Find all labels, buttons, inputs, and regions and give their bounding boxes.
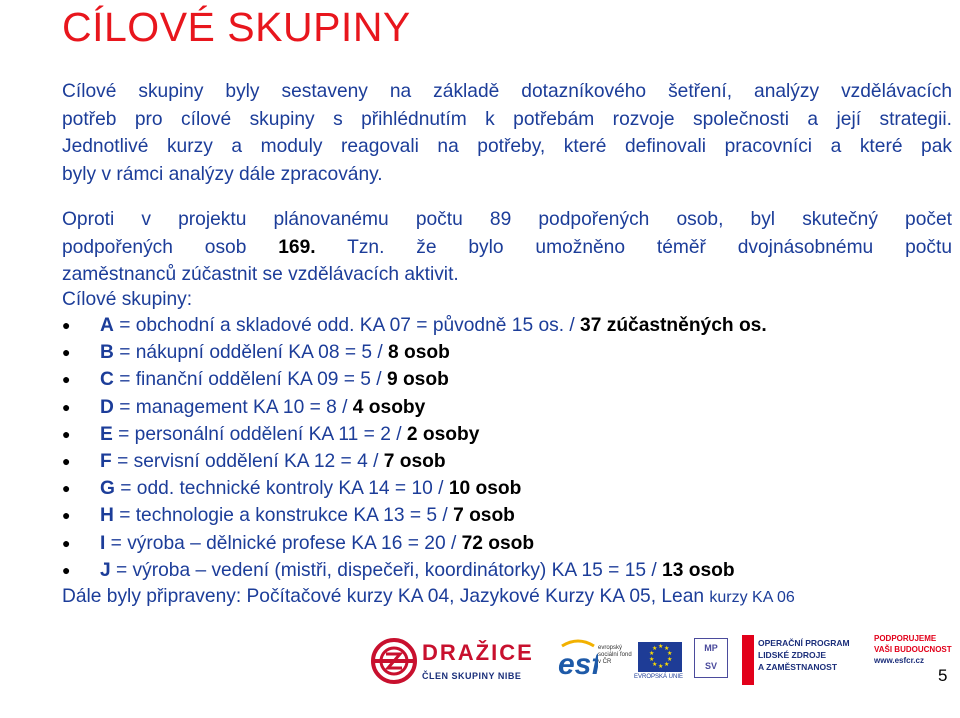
drazice-logo [370,635,545,687]
list-item [62,421,767,448]
group-code: B [100,342,114,364]
intro-line: byly v rámci analýzy dále zpracovány. [62,163,383,185]
op-line-2: LIDSKÉ ZDROJE [758,650,827,660]
esf-mark-icon [558,638,598,684]
svg-text:★: ★ [664,661,670,668]
group-code: J [100,559,111,581]
group-code: H [100,505,114,527]
list-item [62,530,767,557]
eu-label: EVROPSKÁ UNIE [634,674,684,680]
bullet-icon: ● [62,507,71,524]
bullet-icon: ● [62,371,71,388]
group-desc: = personální oddělení KA 11 = 2 / [112,423,407,445]
esf-caption: evropský sociální fond v ČR [598,645,632,665]
group-value: 8 osob [388,342,450,364]
intro-line: potřeb pro cílové skupiny s přihlédnutím k potřebám rozvoje společnosti a její strategii. [62,108,952,130]
drazice-name: DRAŽICE [422,640,534,665]
mpsv-logo [694,638,728,678]
svg-text:★: ★ [649,656,655,663]
summary-paragraph [62,206,952,289]
group-value: 7 osob [383,450,446,472]
group-value: 2 osoby [406,423,480,445]
esf-logo-text: esf [558,648,598,681]
svg-text:★: ★ [652,645,658,652]
closing-main: Dále byly připraveny: Počítačové kurzy KA 04, Jazykové Kurzy KA 05, Lean [62,586,710,607]
groups-heading: Cílové skupiny: [62,289,193,310]
groups-list [62,312,767,584]
mpsv-top: MP [704,643,718,653]
list-item [62,312,767,339]
summary-line-2 [62,234,952,262]
support-slogan [874,633,952,666]
group-desc: = management KA 10 = 8 / [113,396,353,418]
closing-small: kurzy KA 06 [709,589,795,606]
svg-text:★: ★ [667,650,673,657]
group-desc: = odd. technické kontroly KA 14 = 10 / [114,478,449,500]
op-lzz-logo [742,635,854,687]
group-desc: = obchodní a skladové odd. KA 07 = původně 15 os. / [113,315,581,336]
list-item [62,502,767,529]
summary-line-1: Oproti v projektu plánovanému počtu 89 podpořených osob, byl skutečný počet [62,209,952,230]
group-code: A [100,315,114,336]
list-item [62,448,767,475]
page-title: CÍLOVÉ SKUPINY [62,4,411,50]
group-code: I [100,532,106,554]
footer-logos [0,630,960,718]
op-text [758,637,850,673]
page-number: 5 [938,666,948,685]
eu-flag-icon [638,642,682,672]
list-item [62,394,767,421]
svg-text:★: ★ [658,663,664,670]
mpsv-bottom: SV [704,661,717,671]
intro-line: Jednotlivé kurzy a moduly reagovali na potřeby, které definovali pracovníci a které pak [62,136,952,157]
svg-text:★: ★ [667,656,673,663]
bullet-icon: ● [62,480,71,497]
bullet-icon: ● [62,425,71,442]
drazice-subtitle: ČLEN SKUPINY NIBE [422,671,522,681]
op-line-3: A ZAMĚSTNANOST [758,662,838,672]
group-value: 4 osoby [352,396,426,418]
support-url: www.esfcr.cz [874,656,924,665]
support-line-2: VAŠI BUDOUCNOST [874,645,952,654]
svg-text:★: ★ [649,650,655,657]
eu-stars-icon [638,642,682,672]
bullet-icon: ● [62,534,71,551]
group-desc: = servisní oddělení KA 12 = 4 / [111,450,384,472]
group-code: E [100,423,113,445]
intro-line: Cílové skupiny byly sestaveny na základě dotazníkového šetření, analýzy vzdělávacích [62,81,952,102]
intro-paragraph [62,78,952,188]
svg-text:★: ★ [664,645,670,652]
group-code: F [100,450,112,472]
group-desc: = finanční oddělení KA 09 = 5 / [113,369,387,391]
svg-text:★: ★ [658,643,664,650]
summary-line-2-rest: Tzn. že bylo umožněno téměř dvojnásobnému počtu [315,236,953,258]
group-value: 10 osob [448,478,522,500]
bullet-icon: ● [62,344,71,361]
group-code: D [100,396,114,418]
list-item [62,339,767,366]
bullet-icon: ● [62,398,71,415]
support-line-1: PODPORUJEME [874,634,937,643]
group-desc: = technologie a konstrukce KA 13 = 5 / [113,505,454,527]
group-value: 13 osob [662,559,735,581]
bullet-icon: ● [62,317,71,333]
list-item [62,475,767,502]
group-code: C [100,369,114,391]
summary-line-2-prefix: podpořených osob [62,236,279,258]
closing-line [62,586,795,608]
group-desc: = výroba – dělnické profese KA 16 = 20 / [105,532,462,554]
supported-count: 169. [278,236,316,258]
bullet-icon: ● [62,452,71,469]
drazice-emblem-icon [370,637,418,685]
group-value: 7 osob [453,505,515,527]
list-item [62,366,767,393]
op-line-1: OPERAČNÍ PROGRAM [758,638,850,648]
group-desc: = výroba – vedení (mistři, dispečeři, koordinátorky) KA 15 = 15 / [110,559,663,581]
group-value: 37 zúčastněných os. [580,315,767,336]
group-value: 72 osob [461,532,535,554]
bullet-icon: ● [62,561,71,578]
list-item [62,557,767,584]
group-desc: = nákupní oddělení KA 08 = 5 / [113,342,389,364]
op-bar-icon [742,635,754,685]
group-code: G [100,478,115,500]
summary-line-3: zaměstnanců zúčastnit se vzdělávacích aktivit. [62,264,459,285]
group-value: 9 osob [386,369,449,391]
svg-text:★: ★ [652,661,658,668]
